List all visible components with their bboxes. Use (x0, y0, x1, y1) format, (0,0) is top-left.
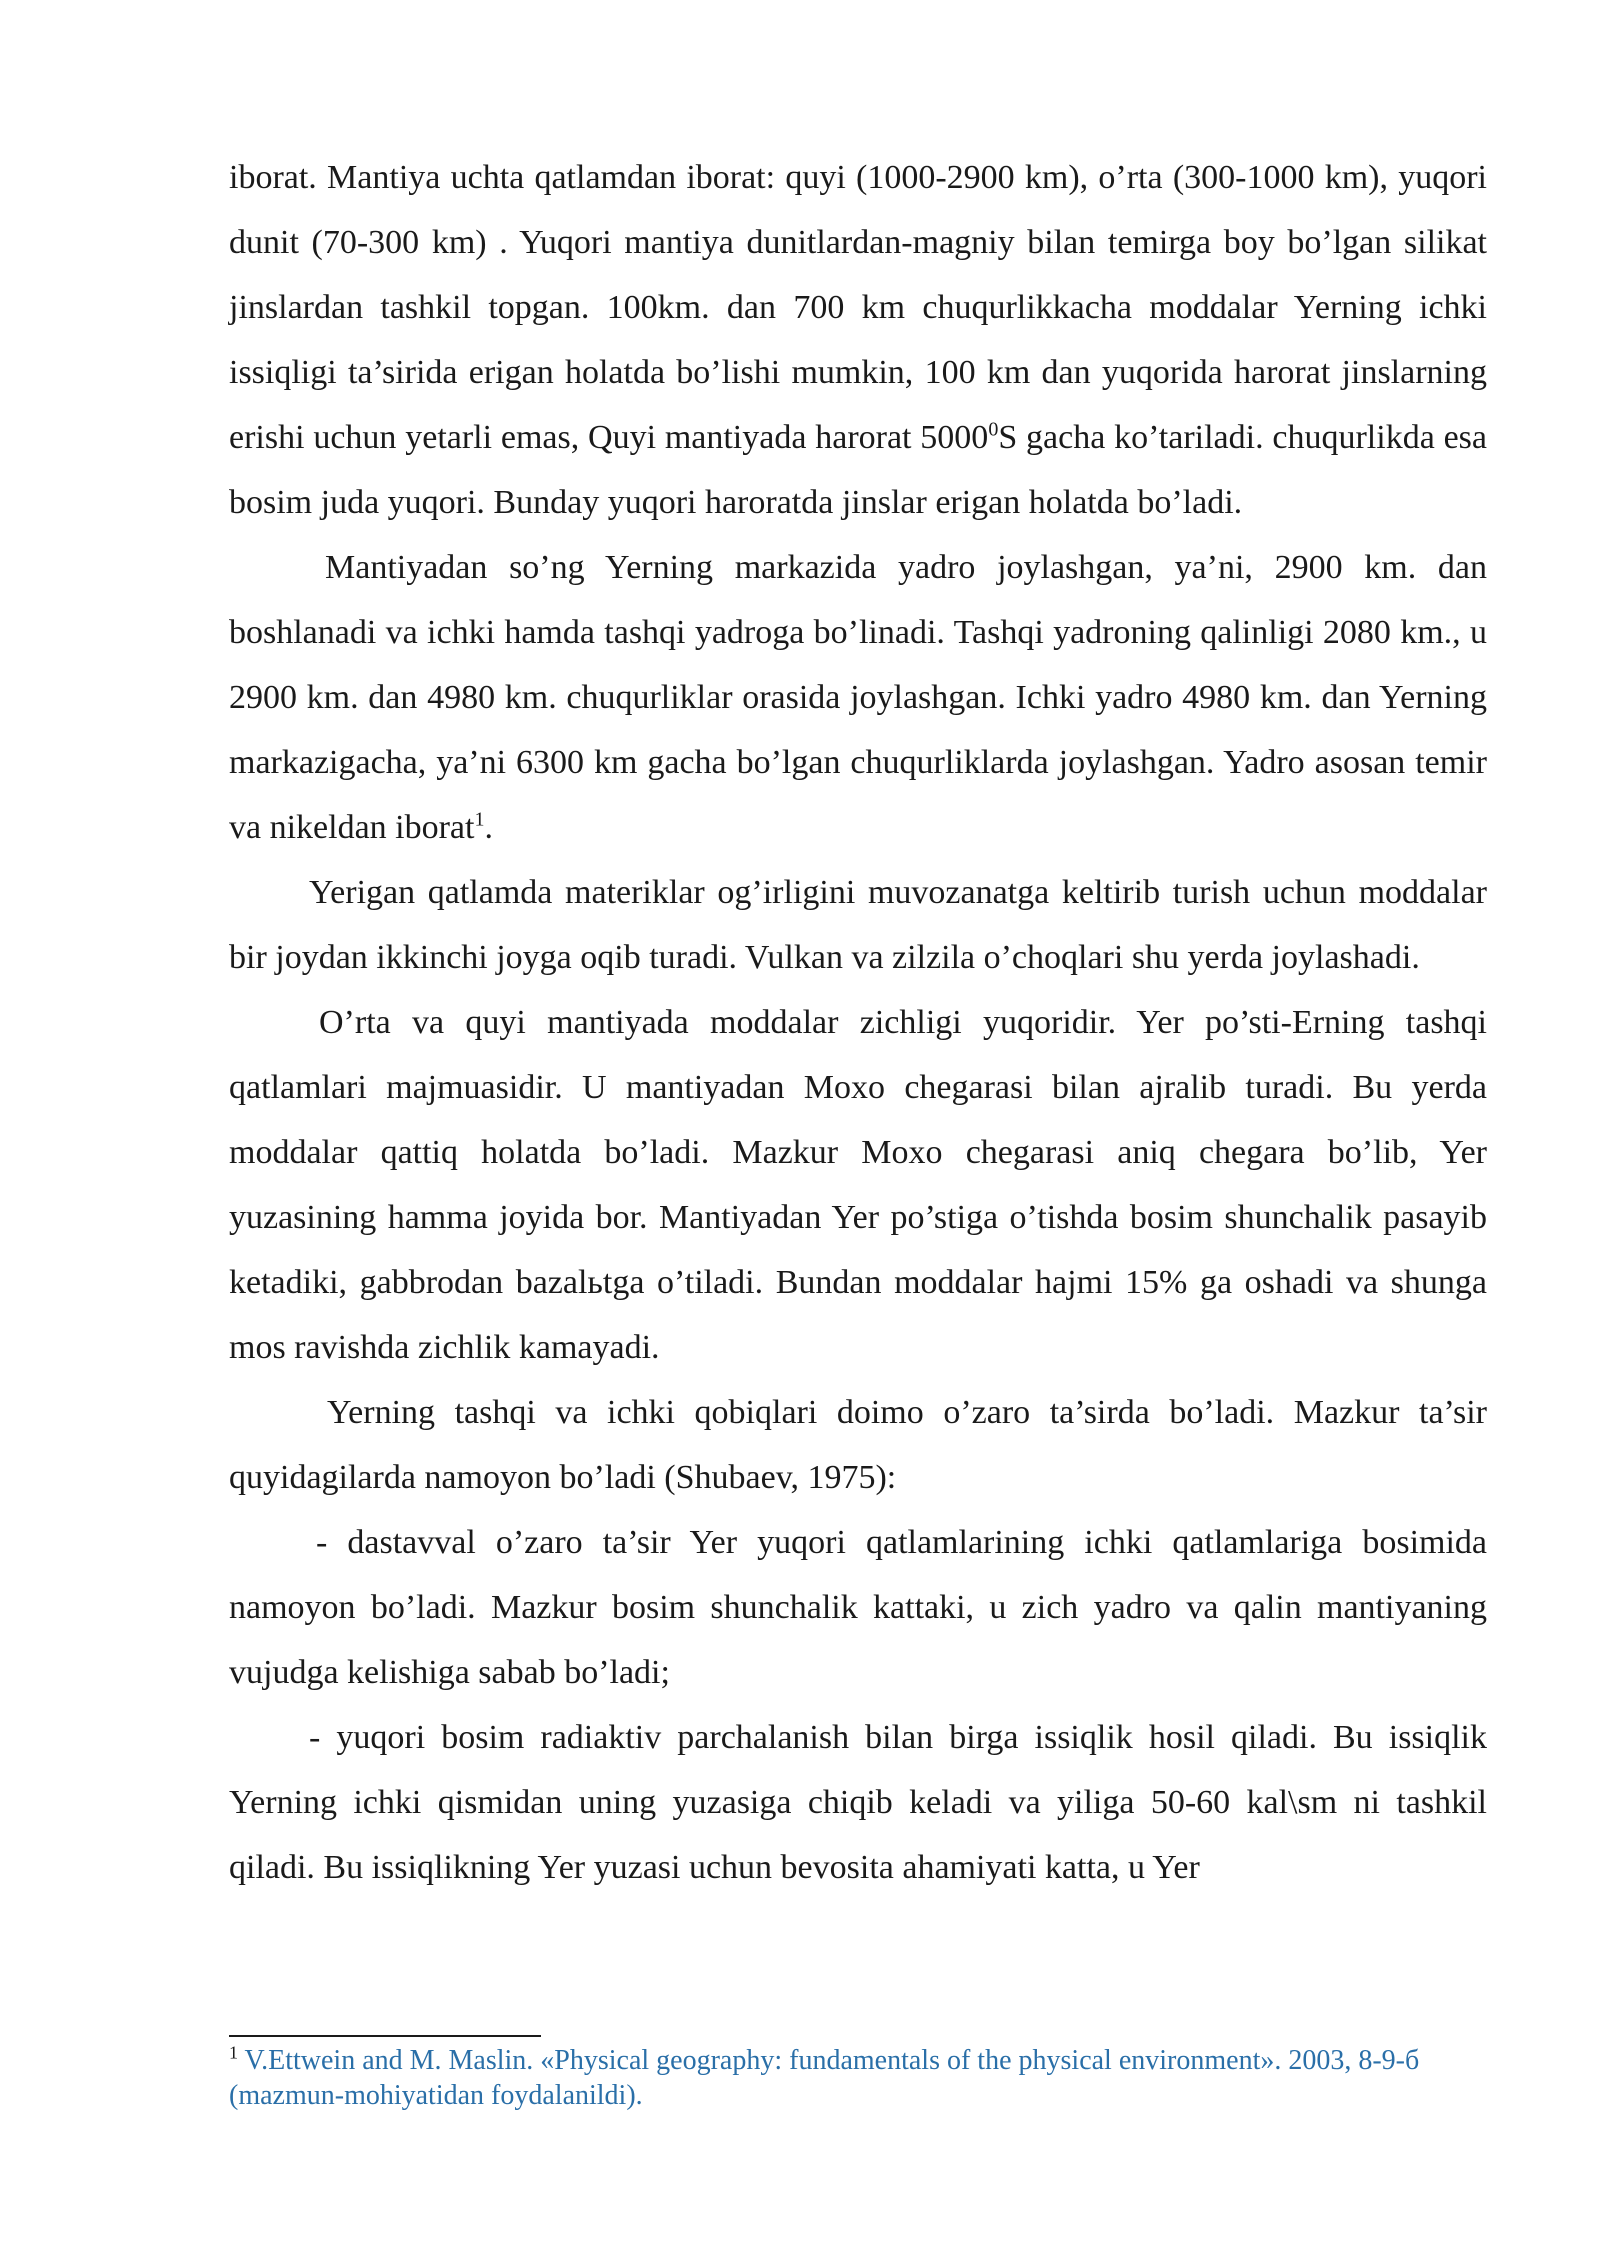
paragraph-6: - dastavval o’zaro ta’sir Yer yuqori qatlamlarining ichki qatlamlariga bosimida namoyon bo’ladi. Mazkur bosim shunchalik kattaki, u zich yadro va qalin mantiyaning vujudga kelishiga sabab bo’ladi; (229, 1524, 1487, 1691)
body-text (229, 145, 1487, 1900)
paragraph-2-text-a: Mantiyadan so’ng Yerning markazida yadro joylashgan, ya’ni, 2900 km. dan boshlanadi va ichki hamda tashqi yadroga bo’linadi. Tashqi yadroning qalinligi 2080 km., u 2900 km. dan 4980 km. chuqurliklar orasida joylashgan. Ichki yadro 4980 km. dan Yerning markazigacha, ya’ni 6300 km gacha bo’lgan chuqurliklarda joylashgan. Yadro asosan temir va nikeldan iborat (229, 549, 1487, 846)
paragraph-2 (229, 535, 1487, 860)
paragraph-2-text-b: . (484, 809, 493, 846)
paragraph-3: Yerigan qatlamda materiklar og’irligini muvozanatga keltirib turish uchun moddalar bir joydan ikkinchi joyga oqib turadi. Vulkan va zilzila o’choqlari shu yerda joylashadi. (229, 874, 1487, 976)
footnote-text: V.Ettwein and M. Maslin. «Physical geography: fundamentals of the physical environment». 2003, 8-9-б (mazmun-mohiyatidan foydalanildi). (229, 2045, 1420, 2111)
footnote-marker: 1 (229, 2042, 238, 2063)
paragraph-1 (229, 145, 1487, 535)
paragraph-1-text-b: S gacha ko’tariladi. chuqurlikda esa bosim juda yuqori. Bunday yuqori haroratda jinslar erigan holatda bo’ladi. (229, 419, 1487, 521)
footnote (229, 2043, 1487, 2113)
paragraph-5: Yerning tashqi va ichki qobiqlari doimo o’zaro ta’sirda bo’ladi. Mazkur ta’sir quyidagilarda namoyon bo’ladi (Shubaev, 1975): (229, 1394, 1487, 1496)
paragraph-4: O’rta va quyi mantiyada moddalar zichligi yuqoridir. Yer po’sti-Erning tashqi qatlamlari majmuasidir. U mantiyadan Moxo chegarasi bilan ajralib turadi. Bu yerda moddalar qattiq holatda bo’ladi. Mazkur Moxo chegarasi aniq chegara bo’lib, Yer yuzasining hamma joyida bor. Mantiyadan Yer po’stiga o’tishda bosim shunchalik pasayib ketadiki, gabbrodan bazalьtga o’tiladi. Bundan moddalar hajmi 15% ga oshadi va shunga mos ravishda zichlik kamayadi. (229, 1004, 1487, 1366)
degree-superscript: 0 (988, 418, 999, 441)
footnote-separator (229, 2035, 541, 2037)
paragraph-1-text-a: iborat. Mantiya uchta qatlamdan iborat: quyi (1000-2900 km), o’rta (300-1000 km), yuqori dunit (70-300 km) . Yuqori mantiya dunitlardan-magniy bilan temirga boy bo’lgan silikat jinslardan tashkil topgan. 100km. dan 700 km chuqurlikkacha moddalar Yerning ichki issiqligi ta’sirida erigan holatda bo’lishi mumkin, 100 km dan yuqorida harorat jinslarning erishi uchun yetarli emas, Quyi mantiyada harorat 5000 (229, 159, 1487, 456)
paragraph-7: - yuqori bosim radiaktiv parchalanish bilan birga issiqlik hosil qiladi. Bu issiqlik Yerning ichki qismidan uning yuzasiga chiqib keladi va yiliga 50-60 kal\sm ni tashkil qiladi. Bu issiqlikning Yer yuzasi uchun bevosita ahamiyati katta, u Yer (229, 1719, 1487, 1886)
footnote-reference[interactable]: 1 (474, 808, 485, 831)
